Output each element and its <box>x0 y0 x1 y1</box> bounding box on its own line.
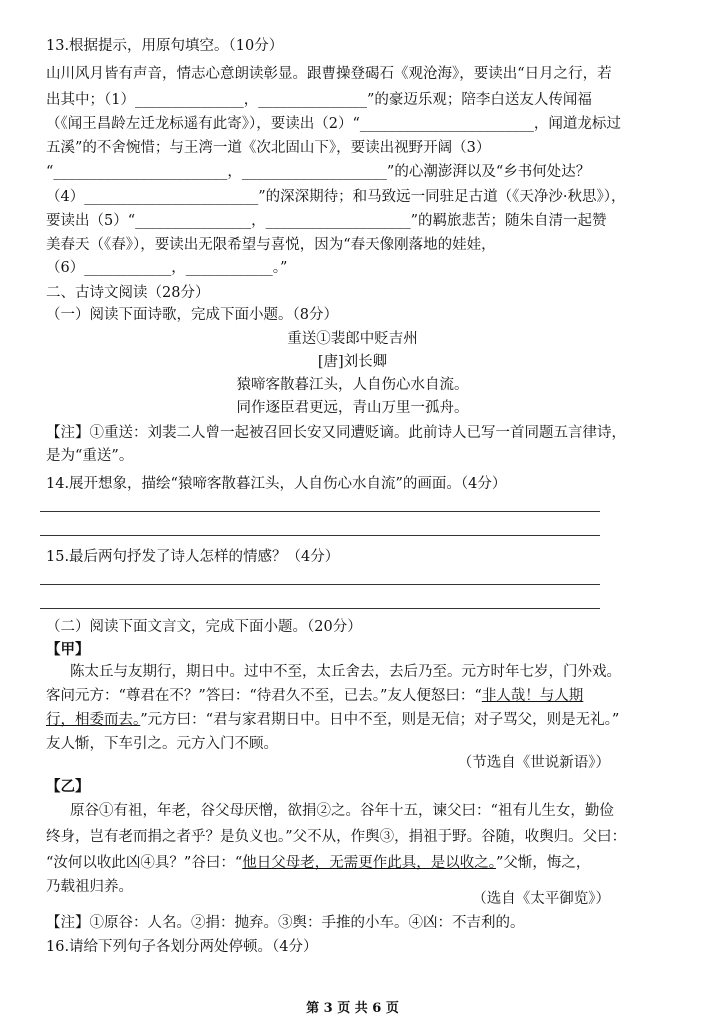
q16-prompt: 16.请给下列句子各划分两处停顿。（4分） <box>46 939 318 955</box>
q13-line-1: 山川风月皆有声音，情志心意朗读彰显。跟曹操登碣石《观沧海》，要读出“日月之行，若 <box>46 66 612 82</box>
poem-line-2: 同作逐臣君更远，青山万里一孤舟。 <box>236 400 469 416</box>
underlined-sentence: 他日父母老，无需更作此具，是以收之。 <box>242 855 496 871</box>
q13-line-7: 要读出（5）“________________，____________________”的羁旅悲苦；随朱自清一起赞 <box>46 213 607 229</box>
passage-yi-label: 【乙】 <box>46 778 90 795</box>
q13-line-2: 出其中；（1）_______________，_______________”的豪迈乐观；陪李白送友人传闻福 <box>46 92 592 108</box>
poem-author: [唐]刘长卿 <box>317 354 388 370</box>
q13-line-3: （《闻王昌龄左迁龙标遥有此寄》），要读出（2）“________________________，闻道龙标过 <box>46 116 621 132</box>
passage-text: ”父惭，悔之， <box>496 855 591 871</box>
poem-instruction: （一）阅读下面诗歌，完成下面小题。（8分） <box>46 307 338 323</box>
poem-title: 重送①裴郎中贬吉州 <box>287 331 418 347</box>
answer-line <box>40 535 600 536</box>
page-number: 第 3 页 共 6 页 <box>306 1001 399 1016</box>
passage-text: “汝何以收此凶④具？”谷曰：“ <box>46 855 243 871</box>
passage-yi-line-4: 乃载祖归养。 <box>46 879 133 895</box>
answer-line <box>40 608 600 609</box>
section-2-title: 二、古诗文阅读（28分） <box>46 285 210 301</box>
poem-note-line-2: 是为“重送”。 <box>46 448 134 464</box>
passage-jia-line-1: 陈太丘与友期行，期日中。过中不至，太丘舍去，去后乃至。元方时年七岁，门外戏。 <box>70 664 621 680</box>
underlined-sentence: 非人哉！与人期 <box>481 688 584 704</box>
passage-jia-source: （节选自《世说新语》） <box>457 755 610 771</box>
passage-jia-line-4: 友人惭，下车引之。元方入门不顾。 <box>46 736 278 752</box>
q13-title: 13.根据提示，用原句填空。（10分） <box>46 38 284 54</box>
passage-yi-line-1: 原谷①有祖，年老，谷父母厌憎，欲捐②之。谷年十五，谏父曰：“祖有儿生女，勤俭 <box>70 803 614 819</box>
answer-line <box>40 584 600 585</box>
q13-line-4: 五溪”的不舍惋惜；与王湾一道《次北固山下》，要读出视野开阔（3） <box>46 140 491 156</box>
classical-notes: 【注】①原谷：人名。②捐：抛弃。③舆：手推的小车。④凶：不吉利的。 <box>46 915 525 931</box>
passage-yi-line-2: 终身，岂有老而捐之者乎？是负义也。”父不从，作舆③，捐祖于野。谷随，收舆归。父曰： <box>46 829 627 845</box>
passage-text: ”元方曰：“君与家君期日中。日中不至，则是无信；对子骂父，则是无礼。” <box>140 712 620 728</box>
passage-yi-line-3 <box>46 853 664 873</box>
classical-instruction: （二）阅读下面文言文，完成下面小题。（20分） <box>46 619 362 635</box>
q15-prompt: 15.最后两句抒发了诗人怎样的情感？（4分） <box>46 549 340 565</box>
passage-yi-source: （选自《太平御览》） <box>472 891 610 907</box>
answer-line <box>40 511 600 512</box>
q13-line-6: （4）________________________”的深深期待；和马致远一同驻足古道（《天净沙·秋思》）， <box>46 189 626 205</box>
q13-line-5: “________________________，____________________”的心潮澎湃以及“乡书何处达？ <box>46 164 591 180</box>
q13-line-9: （6）____________，____________。” <box>46 260 288 276</box>
passage-jia-label: 【甲】 <box>46 641 90 658</box>
q13-line-8: 美春天（《春》），要读出无限希望与喜悦，因为“春天像刚落地的娃娃， <box>46 237 496 253</box>
poem-note-line-1: 【注】①重送：刘裴二人曾一起被召回长安又同遭贬谪。此前诗人已写一首同题五言律诗， <box>46 425 626 441</box>
q14-prompt: 14.展开想象，描绘“猿啼客散暮江头，人自伤心水自流”的画面。（4分） <box>46 476 507 492</box>
passage-jia-line-3 <box>46 710 664 730</box>
passage-jia-line-2 <box>46 686 664 706</box>
passage-text: 客问元方：“尊君在不？”答曰：“待君久不至，已去。”友人便怒曰：“ <box>46 688 482 704</box>
underlined-sentence: 行，相委而去。 <box>46 712 141 728</box>
poem-line-1: 猿啼客散暮江头，人自伤心水自流。 <box>236 377 469 393</box>
